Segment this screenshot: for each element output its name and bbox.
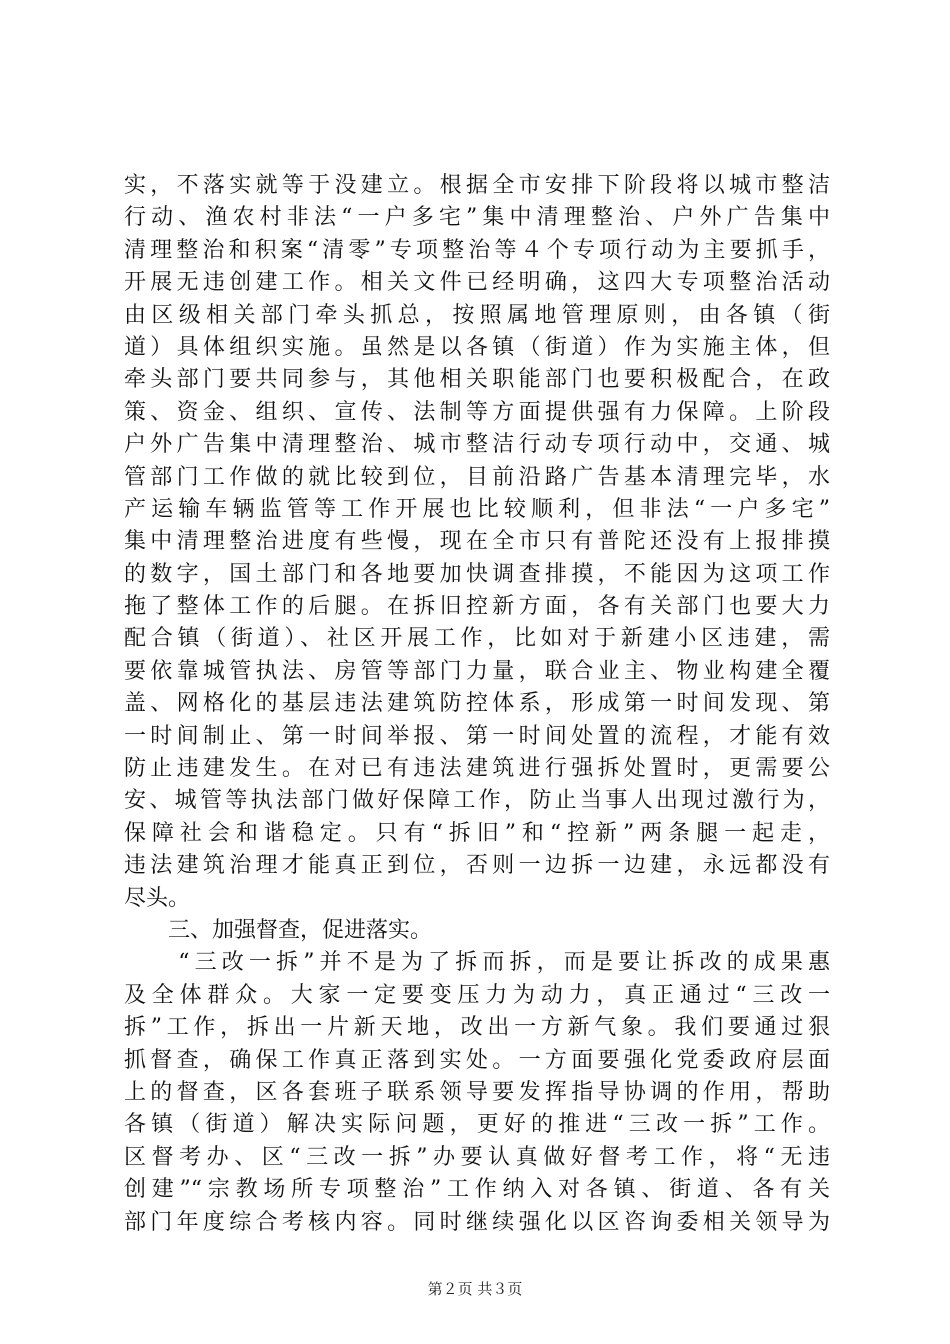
body-text xyxy=(124,170,830,1239)
text-line: 各镇（街道）解决实际问题，更好的推进“三改一拆”工作。 xyxy=(124,1112,830,1138)
text-line: 尽头。 xyxy=(124,885,191,911)
text-line: 管部门工作做的就比较到位，目前沿路广告基本清理完毕，水 xyxy=(124,464,830,490)
text-line: 的数字，国土部门和各地要加快调查排摸，不能因为这项工作 xyxy=(124,561,830,587)
text-line: 行动、渔农村非法“一户多宅”集中清理整治、户外广告集中 xyxy=(124,205,830,231)
text-line: 牵头部门要共同参与，其他相关职能部门也要积极配合，在政 xyxy=(124,367,830,393)
text-line: 产运输车辆监管等工作开展也比较顺利，但非法“一户多宅” xyxy=(124,496,830,522)
text-line: 一时间制止、第一时间举报、第一时间处置的流程，才能有效 xyxy=(124,723,830,749)
text-line: 清理整治和积案“清零”专项整治等４个专项行动为主要抓手， xyxy=(124,237,830,263)
text-line: 防止违建发生。在对已有违法建筑进行强拆处置时，更需要公 xyxy=(124,756,830,782)
page-footer: 第２页 共３页 xyxy=(427,1280,523,1298)
text-line: 集中清理整治进度有些慢，现在全市只有普陀还没有上报排摸 xyxy=(124,529,830,555)
text-line: 开展无违创建工作。相关文件已经明确，这四大专项整治活动 xyxy=(124,270,830,296)
text-line: 拆”工作，拆出一片新天地，改出一方新气象。我们要通过狠 xyxy=(124,1015,830,1041)
text-line: 拖了整体工作的后腿。在拆旧控新方面，各有关部门也要大力 xyxy=(124,594,830,620)
text-line: “三改一拆”并不是为了拆而拆，而是要让拆改的成果惠 xyxy=(124,950,830,976)
text-line: 抓督查，确保工作真正落到实处。一方面要强化党委政府层面 xyxy=(124,1047,830,1073)
text-line: 策、资金、组织、宣传、法制等方面提供强有力保障。上阶段 xyxy=(124,399,830,425)
text-line: 三、加强督查，促进落实。 xyxy=(124,917,433,943)
text-line: 安、城管等执法部门做好保障工作，防止当事人出现过激行为， xyxy=(124,788,830,814)
text-line: 保障社会和谐稳定。只有“拆旧”和“控新”两条腿一起走， xyxy=(124,820,830,846)
text-line: 盖、网格化的基层违法建筑防控体系，形成第一时间发现、第 xyxy=(124,691,830,717)
text-line: 区督考办、区“三改一拆”办要认真做好督考工作，将“无违 xyxy=(124,1144,830,1170)
text-line: 配合镇（街道）、社区开展工作，比如对于新建小区违建，需 xyxy=(124,626,830,652)
text-line: 由区级相关部门牵头抓总，按照属地管理原则，由各镇（街 xyxy=(124,302,830,328)
text-line: 及全体群众。大家一定要变压力为动力，真正通过“三改一 xyxy=(124,982,830,1008)
text-line: 上的督查，区各套班子联系领导要发挥指导协调的作用，帮助 xyxy=(124,1079,830,1105)
text-line: 违法建筑治理才能真正到位，否则一边拆一边建，永远都没有 xyxy=(124,853,830,879)
text-line: 户外广告集中清理整治、城市整洁行动专项行动中，交通、城 xyxy=(124,432,830,458)
text-line: 实，不落实就等于没建立。根据全市安排下阶段将以城市整洁 xyxy=(124,173,830,198)
text-line: 道）具体组织实施。虽然是以各镇（街道）作为实施主体，但 xyxy=(124,334,830,360)
text-line: 要依靠城管执法、房管等部门力量，联合业主、物业构建全覆 xyxy=(124,658,830,684)
text-line: 创建”“宗教场所专项整治”工作纳入对各镇、街道、各有关 xyxy=(124,1177,830,1203)
text-line: 部门年度综合考核内容。同时继续强化以区咨询委相关领导为 xyxy=(124,1209,830,1235)
